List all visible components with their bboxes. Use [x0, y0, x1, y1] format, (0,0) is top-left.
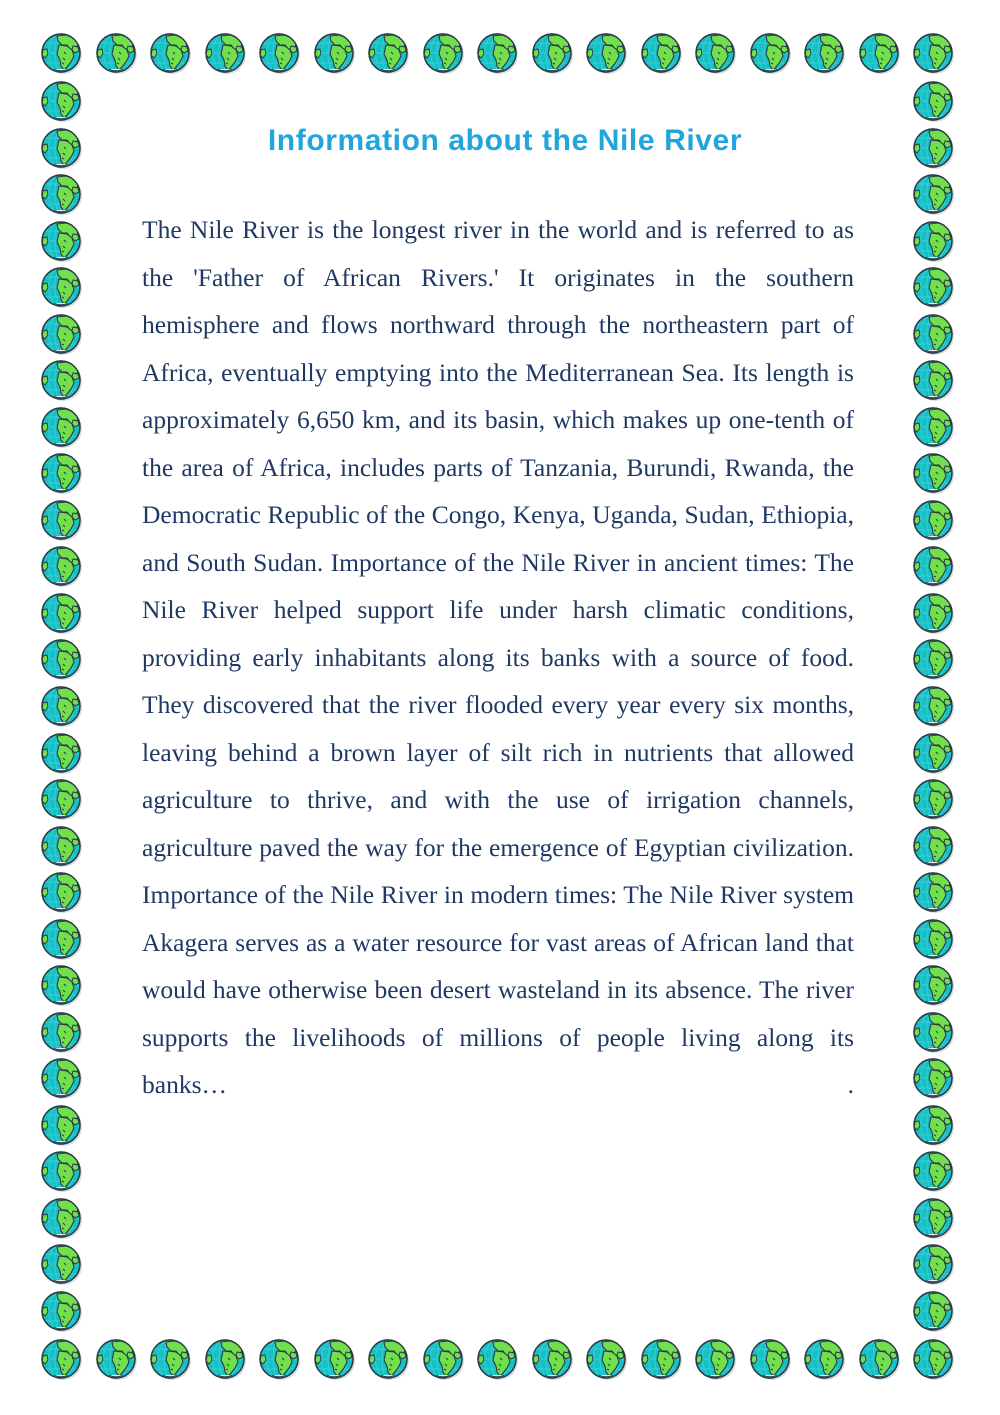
globe-icon: [40, 80, 84, 124]
globe-icon: [40, 406, 84, 450]
globe-icon: [858, 32, 902, 76]
globe-icon: [912, 638, 956, 682]
globe-icon: [912, 452, 956, 496]
globe-icon: [912, 1338, 956, 1382]
globe-icon: [40, 1011, 84, 1055]
globe-icon: [40, 359, 84, 403]
globe-icon: [531, 1338, 575, 1382]
globe-icon: [749, 1338, 793, 1382]
globe-icon: [803, 1338, 847, 1382]
globe-icon: [640, 32, 684, 76]
globe-icon: [367, 1338, 411, 1382]
globe-icon: [749, 32, 793, 76]
globe-icon: [912, 964, 956, 1008]
globe-icon: [531, 32, 575, 76]
globe-icon: [912, 80, 956, 124]
globe-icon: [912, 592, 956, 636]
globe-icon: [40, 918, 84, 962]
globe-icon: [912, 871, 956, 915]
globe-icon: [40, 1197, 84, 1241]
globe-icon: [422, 32, 466, 76]
globe-icon: [803, 32, 847, 76]
body-paragraph: The Nile River is the longest river in the world and is referred to as the 'Father of African Rivers.' It originates in the southern hemisphere and flows northward through the northeastern part of Africa, eventually emptying into the Mediterranean Sea. Its length is approximately 6,650 km, and its basin, which makes up one-tenth of the area of Africa, includes parts of Tanzania, Burundi, Rwanda, the Democratic Republic of the Congo, Kenya, Uganda, Sudan, Ethiopia, and South Sudan. Importance of the Nile River in ancient times: The Nile River helped support life under harsh climatic conditions, providing early inhabitants along its banks with a source of food. They discovered that the river flooded every year every six months, leaving behind a brown layer of silt rich in nutrients that allowed agriculture to thrive, and with the use of irrigation channels, agriculture paved the way for the emergence of Egyptian civilization. Importance of the Nile River in modern times: The Nile River system Akagera serves as a water resource for vast areas of African land that would have otherwise been desert wasteland in its absence. The river supports the livelihoods of millions of people living along its banks… .: [142, 215, 854, 1099]
globe-icon: [40, 173, 84, 217]
globe-icon: [40, 127, 84, 171]
globe-icon: [40, 1057, 84, 1101]
globe-icon: [912, 685, 956, 729]
globe-icon: [912, 778, 956, 822]
globe-icon: [912, 313, 956, 357]
globe-icon: [204, 1338, 248, 1382]
globe-icon: [912, 1104, 956, 1148]
globe-icon: [40, 732, 84, 776]
globe-icon: [40, 499, 84, 543]
globe-icon: [40, 452, 84, 496]
globe-icon: [40, 825, 84, 869]
globe-icon: [912, 173, 956, 217]
globe-icon: [40, 871, 84, 915]
globe-icon: [40, 778, 84, 822]
globe-icon: [258, 32, 302, 76]
globe-icon: [95, 1338, 139, 1382]
globe-icon: [95, 32, 139, 76]
globe-icon: [422, 1338, 466, 1382]
globe-icon: [40, 220, 84, 264]
globe-icon: [40, 638, 84, 682]
globe-icon: [40, 32, 84, 76]
globe-icon: [912, 359, 956, 403]
globe-icon: [258, 1338, 302, 1382]
document-content: [110, 96, 900, 1316]
globe-icon: [912, 499, 956, 543]
globe-icon: [585, 1338, 629, 1382]
globe-icon: [476, 1338, 520, 1382]
globe-icon: [912, 1290, 956, 1334]
globe-icon: [40, 313, 84, 357]
globe-icon: [694, 1338, 738, 1382]
globe-icon: [149, 1338, 193, 1382]
globe-icon: [912, 127, 956, 171]
page-title: Information about the Nile River: [267, 124, 743, 157]
globe-icon: [313, 32, 357, 76]
globe-icon: [585, 32, 629, 76]
globe-icon: [40, 545, 84, 589]
globe-icon: [40, 592, 84, 636]
globe-icon: [367, 32, 411, 76]
globe-icon: [40, 266, 84, 310]
globe-icon: [694, 32, 738, 76]
globe-icon: [149, 32, 193, 76]
globe-icon: [40, 1150, 84, 1194]
globe-icon: [204, 32, 248, 76]
globe-icon: [858, 1338, 902, 1382]
globe-icon: [40, 1243, 84, 1287]
globe-icon: [912, 220, 956, 264]
globe-icon: [912, 1057, 956, 1101]
globe-icon: [640, 1338, 684, 1382]
globe-icon: [40, 1290, 84, 1334]
globe-icon: [40, 1338, 84, 1382]
globe-icon: [912, 545, 956, 589]
globe-icon: [40, 685, 84, 729]
globe-icon: [40, 964, 84, 1008]
globe-icon: [476, 32, 520, 76]
globe-icon: [912, 918, 956, 962]
globe-icon: [912, 1150, 956, 1194]
globe-icon: [912, 1011, 956, 1055]
globe-icon: [912, 1197, 956, 1241]
globe-icon: [912, 32, 956, 76]
globe-icon: [912, 732, 956, 776]
globe-icon: [40, 1104, 84, 1148]
globe-icon: [912, 406, 956, 450]
globe-icon: [313, 1338, 357, 1382]
globe-icon: [912, 266, 956, 310]
globe-icon: [912, 825, 956, 869]
globe-icon: [912, 1243, 956, 1287]
